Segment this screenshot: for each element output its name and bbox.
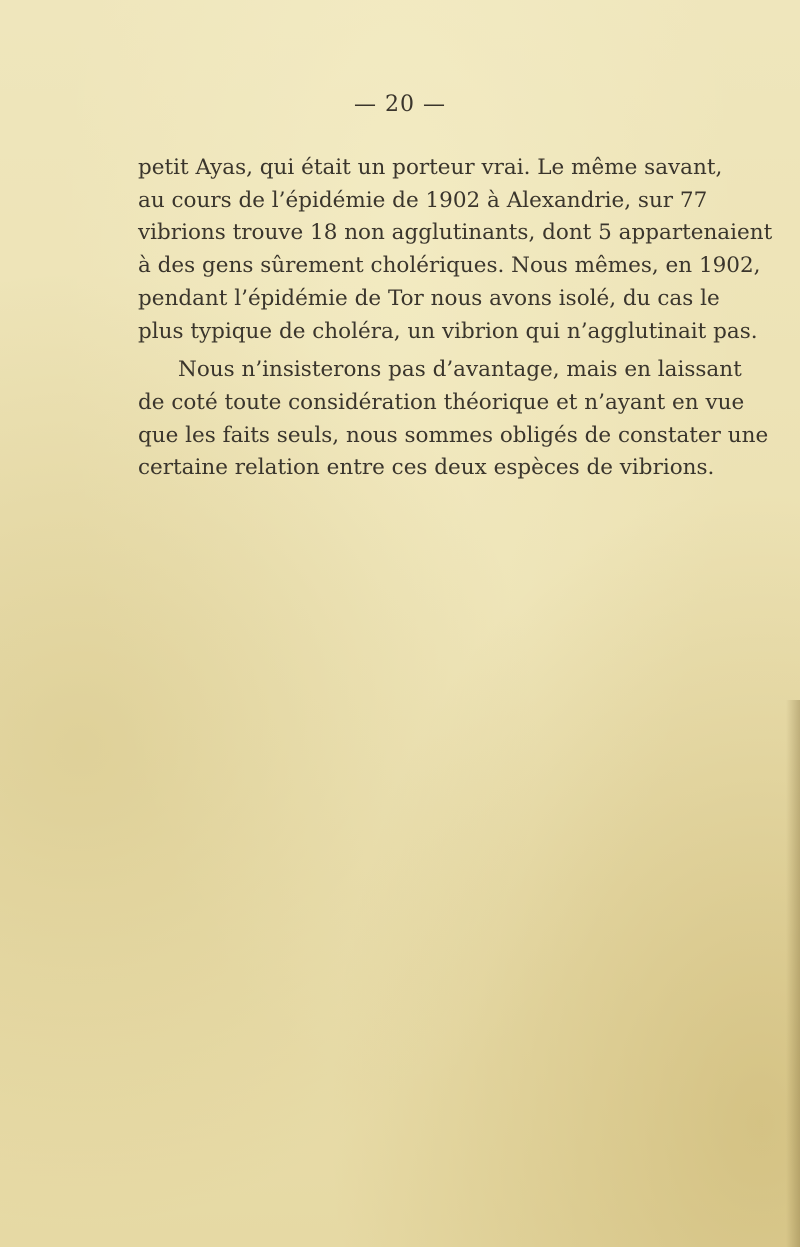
text-line: pendant l’épidémie de Tor nous avons isolé, du cas le bbox=[138, 285, 720, 311]
text-line: plus typique de choléra, un vibrion qui n’agglutinait pas. bbox=[138, 318, 758, 344]
text-line: certaine relation entre ces deux espèces de vibrions. bbox=[138, 455, 715, 481]
text-line: à des gens sûrement cholériques. Nous mêmes, en 1902, bbox=[138, 253, 761, 279]
text-line: Nous n’insisterons pas d’avantage, mais en laissant bbox=[178, 357, 742, 383]
body-text bbox=[138, 152, 773, 485]
text-line: vibrions trouve 18 non agglutinants, dont 5 appartenaient bbox=[138, 220, 773, 246]
text-line: au cours de l’épidémie de 1902 à Alexandrie, sur 77 bbox=[138, 187, 708, 213]
text-line: de coté toute considération théorique et n’ayant en vue bbox=[138, 389, 745, 415]
paragraph-1 bbox=[138, 152, 773, 348]
page-edge-shadow bbox=[786, 700, 800, 1247]
text-line: petit Ayas, qui était un porteur vrai. Le même savant, bbox=[138, 155, 723, 180]
paragraph-2 bbox=[138, 354, 769, 485]
page-number: — 20 — bbox=[354, 92, 446, 117]
text-line: que les faits seuls, nous sommes obligés de constater une bbox=[138, 422, 769, 448]
